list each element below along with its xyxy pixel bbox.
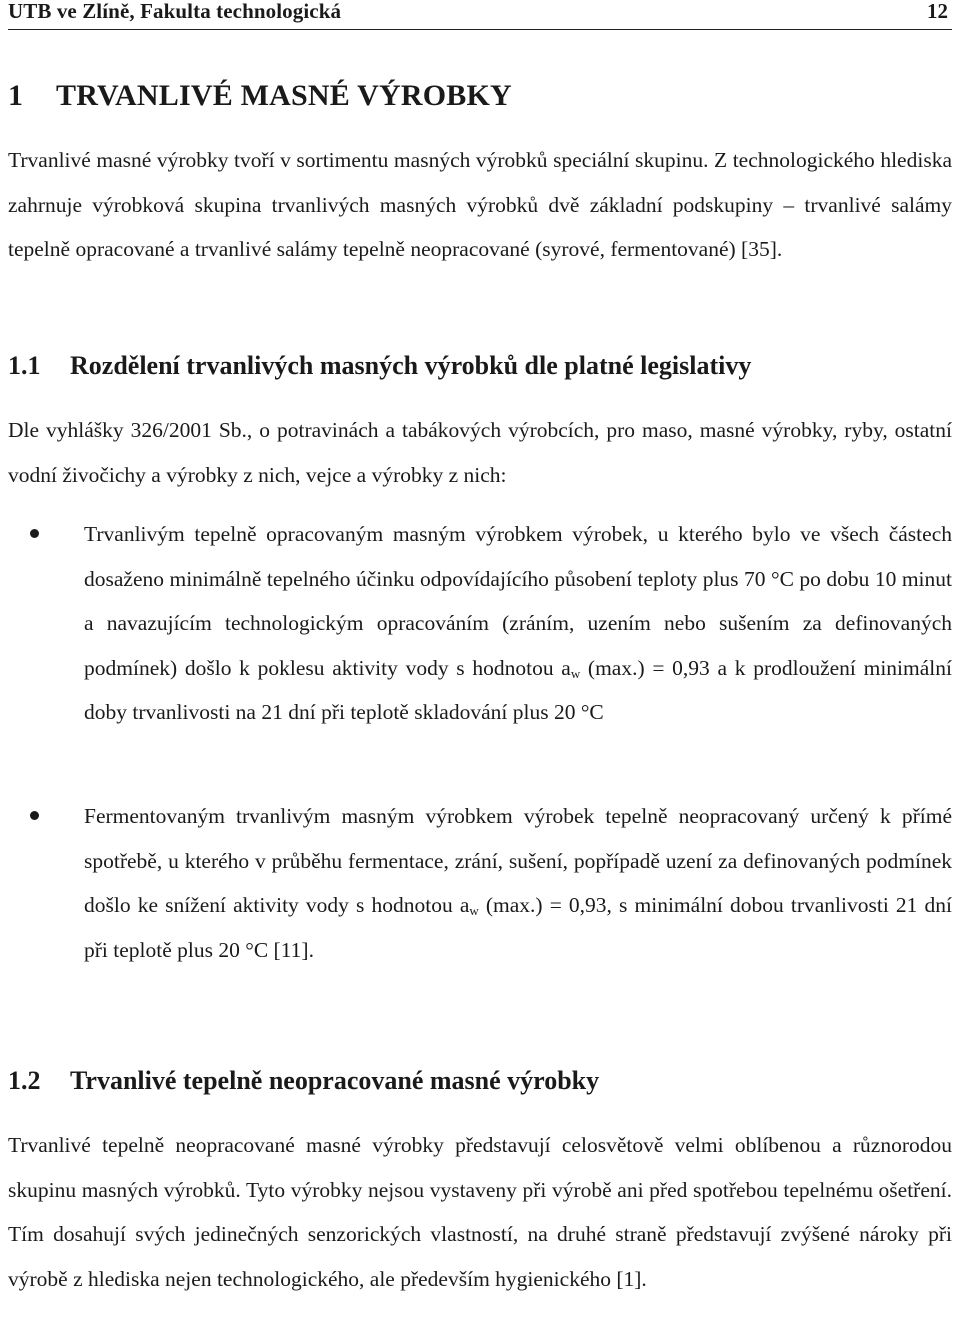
subscript: w	[469, 903, 479, 918]
list-item-text	[84, 512, 952, 735]
section-title: Rozdělení trvanlivých masných výrobků dle platné legislativy	[70, 351, 752, 380]
section-number: 1.2	[8, 1066, 41, 1095]
section-1-2-paragraph: Trvanlivé tepelně neopracované masné výrobky představují celosvětově velmi oblíbenou a různorodou skupinu masných výrobků. Tyto výrobky nejsou vystaveny při výrobě ani před spotřebou tepelnému ošetření. Tím dosahují svých jedinečných senzorických vlastností, na druhé straně představují zvýšené nároky při výrobě z hlediska nejen technologického, ale především hygienického [1].	[8, 1133, 952, 1291]
chapter-number: 1	[8, 79, 24, 112]
running-header	[8, 0, 952, 30]
page-number: 12	[927, 0, 948, 23]
list-item-text-part: Trvanlivým tepelně opracovaným masným výrobkem výrobek, u kterého bylo ve všech částech dosaženo minimálně tepelného účinku odpovídajícího působení teploty plus 70 °C po dobu 10 minut a navazujícím technologickým opracováním (zráním, uzením nebo sušením za definovaných podmínek) došlo k poklesu aktivity vody s hodnotou a	[84, 522, 952, 680]
chapter-heading	[8, 78, 512, 114]
chapter-title: TRVANLIVÉ MASNÉ VÝROBKY	[56, 79, 512, 112]
section-title: Trvanlivé tepelně neopracované masné výrobky	[70, 1066, 600, 1095]
bullet-icon	[30, 529, 39, 538]
bullet-icon	[30, 811, 39, 820]
list-item-text	[84, 794, 952, 972]
section-heading-1-2	[8, 1066, 599, 1096]
intro-paragraph: Trvanlivé masné výrobky tvoří v sortimentu masných výrobků speciální skupinu. Z technologického hlediska zahrnuje výrobková skupina trvanlivých masných výrobků dvě základní podskupiny – trvanlivé salámy tepelně opracované a trvanlivé salámy tepelně neopracované (syrové, fermentované) [35].	[8, 148, 952, 261]
list-item-text-part: (max.) = 0,93, s minimální dobou trvanlivosti 21 dní při teplotě plus 20 °C [11].	[84, 893, 952, 962]
section-number: 1.1	[8, 351, 41, 380]
subscript: w	[570, 665, 581, 681]
list-item-text-part: Fermentovaným trvanlivým masným výrobkem výrobek tepelně neopracovaný určený k přímé spotřebě, u kterého v průběhu fermentace, zrání, sušení, popřípadě uzení za definovaných podmínek došlo ke snížení aktivity vody s hodnotou a	[84, 804, 952, 917]
legislation-paragraph: Dle vyhlášky 326/2001 Sb., o potravinách a tabákových výrobcích, pro maso, masné výrobky, ryby, ostatní vodní živočichy a výrobky z nich, vejce a výrobky z nich:	[8, 418, 952, 487]
header-title: UTB ve Zlíně, Fakulta technologická	[8, 0, 342, 23]
section-heading-1-1	[8, 351, 751, 381]
list-item-text-part: (max.) = 0,93 a k prodloužení minimální doby trvanlivosti na 21 dní při teplotě skladování plus 20 °C	[84, 655, 952, 724]
